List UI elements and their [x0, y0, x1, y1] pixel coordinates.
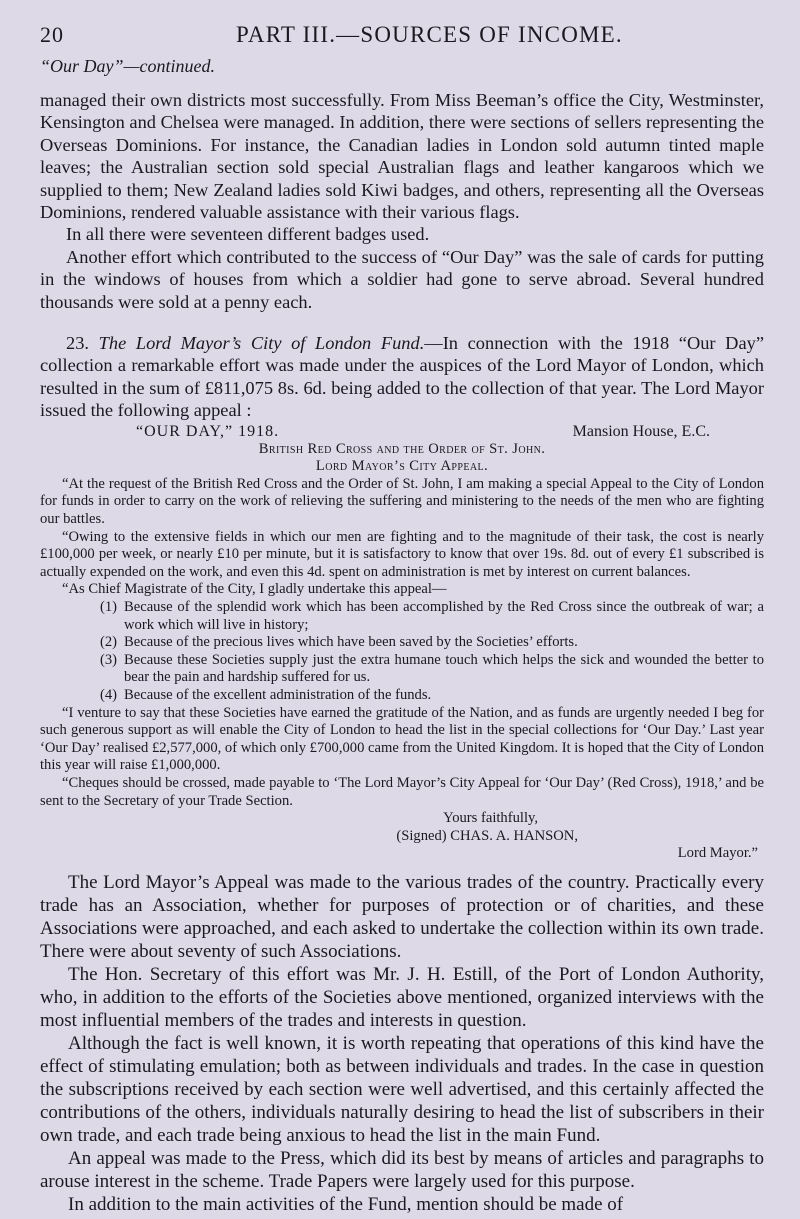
body-paragraph: In addition to the main activities of the Fund, mention should be made of — [68, 1193, 624, 1215]
section-text: —In connection with the 1918 “Our Day” collection a remarkable effort was made under the auspices of the Lord Mayor of London, which resulted in the sum of £811,075 8s. 6d. being added to the collection of that year. The Lord Mayor issued the following appeal : — [40, 333, 764, 421]
appeal-paragraph: “As Chief Magistrate of the City, I gladly undertake this appeal— — [62, 581, 447, 598]
appeal-paragraph: “Cheques should be crossed, made payable to ‘The Lord Mayor’s City Appeal for ‘Our Day’ (Red Cross), 1918,’ and be sent to the Secretary of your Trade Section. — [40, 774, 764, 809]
section-paragraph — [40, 332, 764, 422]
intro-paragraph: Another effort which contributed to the success of “Our Day” was the sale of cards for putting in the windows of houses from which a soldier had gone to serve abroad. Several hundred thousands were sold at a penny each. — [40, 246, 764, 312]
appeal-org: British Red Cross and the Order of St. John. — [258, 440, 546, 457]
appeal-signature — [40, 810, 764, 863]
appeal-subtitle: Lord Mayor’s City Appeal. — [315, 458, 489, 475]
intro-paragraph: managed their own districts most successfully. From Miss Beeman’s office the City, Westminster, Kensington and Chelsea were managed. In addition, there were sections of sellers representing the Overseas Dominions. For instance, the Canadian ladies in London sold autumn tinted maple leaves; the Australian section sold special Australian flags and leather kangaroos which we supplied to them; New Zealand ladies sold Kiwi badges, and others, representing all the Overseas Dominions, rendered valuable assistance with their various flags. — [40, 90, 764, 223]
appeal-letter — [40, 422, 764, 863]
appeal-reasons — [40, 599, 764, 705]
reason-item: (2) Because of the precious lives which have been saved by the Societies’ efforts. — [100, 634, 578, 651]
page-header — [40, 22, 764, 48]
appeal-title: “OUR DAY,” 1918. — [136, 422, 280, 440]
appeal-location: Mansion House, E.C. — [572, 422, 710, 440]
appeal-title-row — [40, 422, 764, 441]
body-paragraph: An appeal was made to the Press, which did its best by means of articles and paragraphs to arouse interest in the scheme. Trade Papers were largely used for this purpose. — [40, 1147, 764, 1192]
section-heading: The Lord Mayor’s City of London Fund. — [98, 333, 425, 354]
appeal-paragraph: “I venture to say that these Societies have earned the gratitude of the Nation, and as funds are urgently needed I beg for such generous support as will enable the City of London to head the list in the special collections for ‘Our Day.’ Last year ‘Our Day’ realised £2,577,000, of which only £700,000 came from the United Kingdom. It is hoped that the City of London this year will raise £1,000,000. — [40, 704, 765, 774]
reason-item: (4) Because of the excellent administration of the funds. — [100, 687, 432, 703]
page-title: PART III.—SOURCES OF INCOME. — [236, 22, 623, 47]
page-number: 20 — [40, 22, 64, 47]
closing-line: Yours faithfully, — [443, 810, 538, 827]
signer-title: Lord Mayor.” — [677, 845, 758, 862]
appeal-paragraph: “Owing to the extensive fields in which our men are fighting and to the magnitude of their task, the cost is nearly £100,000 per week, or nearly £10 per minute, but it is satisfactory to know that over 19s. 8d. out of every £1 subscribed is actually expended on the work, and even this 4d. spent on administration is met by interest on current balances. — [40, 528, 764, 580]
continued-heading: “Our Day”—continued. — [40, 56, 215, 76]
body-paragraph: The Hon. Secretary of this effort was Mr. J. H. Estill, of the Port of London Authority, who, in addition to the efforts of the Societies above mentioned, organized interviews with the most influential members of the trades and interests in question. — [40, 963, 764, 1031]
signed-line: (Signed) CHAS. A. HANSON, — [396, 827, 578, 844]
body-text — [40, 871, 764, 1216]
reason-item: (3) Because these Societies supply just the extra humane touch which helps the sick and wounded the better to bear the pain and hardship suffered for us. — [100, 651, 764, 686]
reason-item: (1) Because of the splendid work which has been accomplished by the Red Cross since the outbreak of war; a work which will live in history; — [100, 599, 764, 633]
appeal-paragraph: “At the request of the British Red Cross and the Order of St. John, I am making a special Appeal to the City of London for funds in order to carry on the work of relieving the suffering and ministering to the needs of the men who are fighting our battles. — [40, 475, 764, 528]
section-number: 23. — [66, 333, 89, 354]
body-paragraph: The Lord Mayor’s Appeal was made to the various trades of the country. Practically every trade has an Association, whether for purposes of protection or of charities, and these Associations were approached, and each asked to undertake the collection within its own trade. There were about seventy of such Associations. — [40, 871, 764, 962]
body-paragraph: Although the fact is well known, it is worth repeating that operations of this kind have the effect of stimulating emulation; both as between individuals and trades. In the case in question the subscriptions received by each section were well advertised, and this certainly affected the contributions of the others, individuals naturally desiring to head the list of subscribers in their own trade, and each trade being anxious to head the list in the main Fund. — [40, 1032, 764, 1146]
intro-paragraph: In all there were seventeen different badges used. — [66, 224, 430, 245]
